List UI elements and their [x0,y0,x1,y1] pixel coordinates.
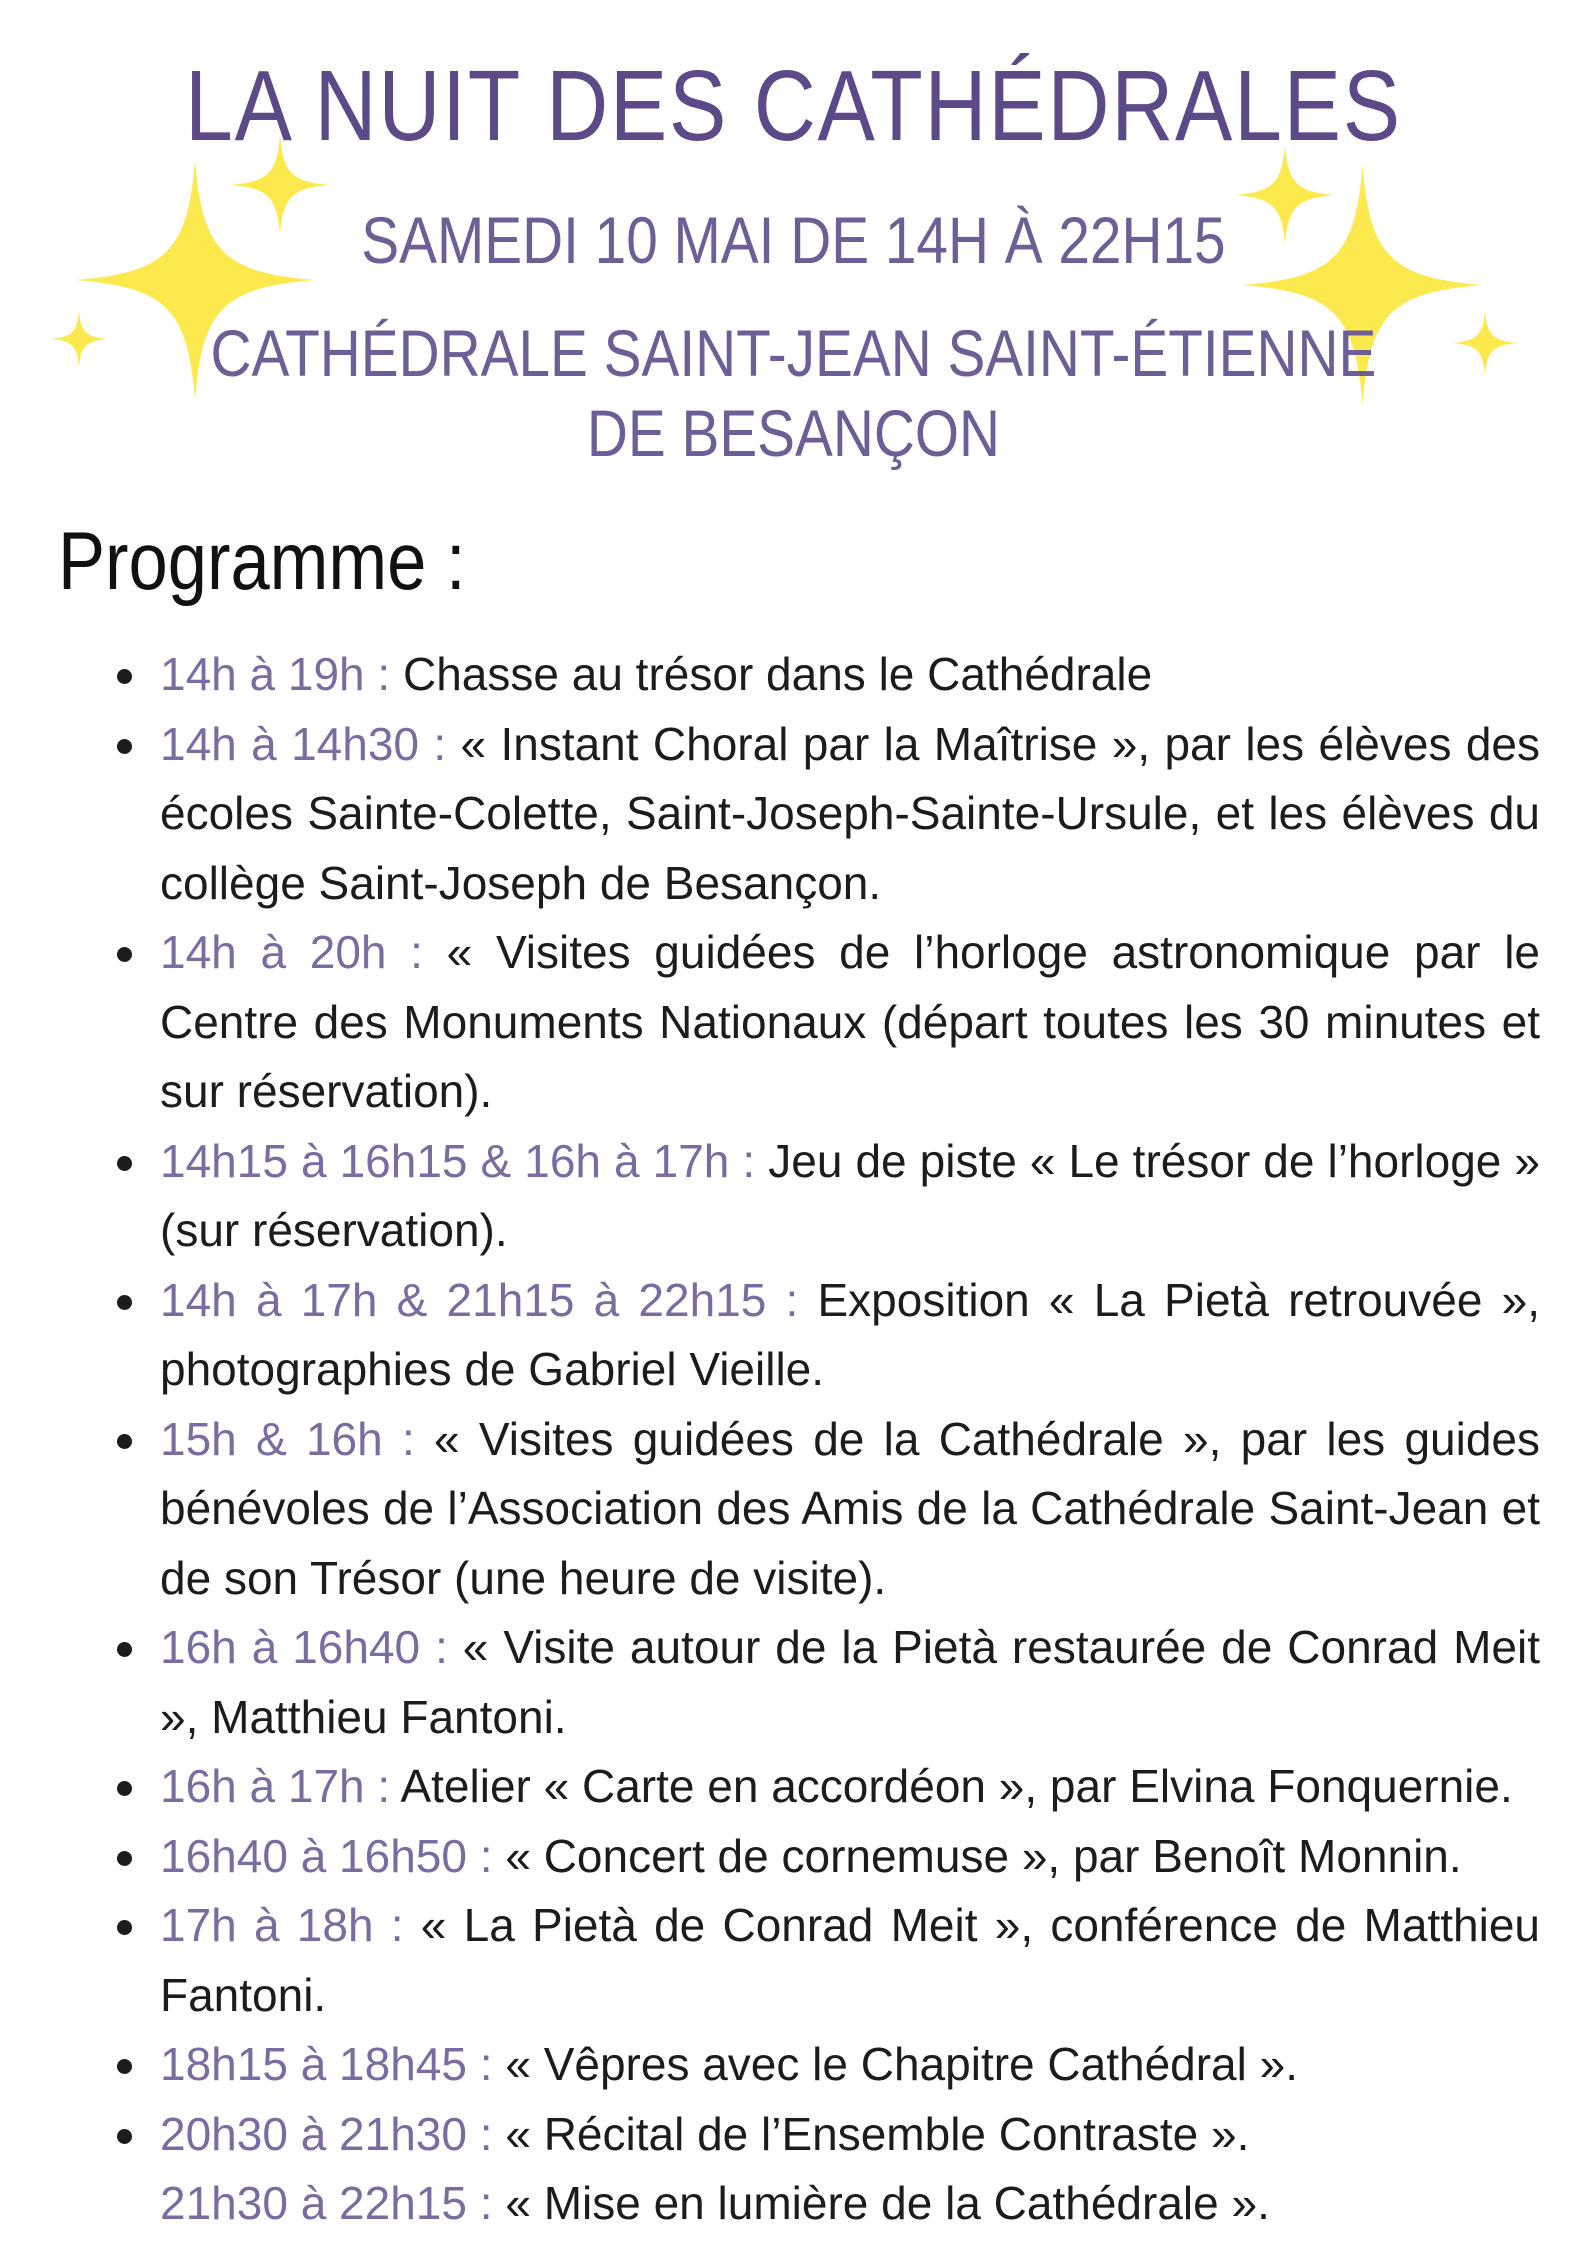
program-item [160,1822,1540,1892]
program-item [160,2100,1540,2170]
program-item-text: Exposition « La Pietà retrouvée », photographies de Gabriel Vieille. [160,1273,1540,1395]
program-item-time: 16h40 à 16h50 : [160,1829,506,1882]
bullet-icon [117,947,132,962]
event-date: SAMEDI 10 MAI DE 14H À 22H15 [361,203,1226,277]
program-item [160,918,1540,1127]
program-item [160,640,1540,710]
program-item-time: 14h à 19h : [160,648,403,700]
bullet-icon [117,1156,132,1171]
program-item [160,710,1540,919]
bullet-icon [117,739,132,754]
venue-line-2: DE BESANÇON [586,396,1001,470]
bullet-icon [117,2059,132,2074]
program-item-text: « Visites guidées de l’horloge astronomique par le Centre des Monuments Nationaux (départ toutes les 30 minutes et sur réservation). [160,926,1541,1117]
program-item-time: 15h & 16h : [160,1412,435,1465]
program-item-text: « La Pietà de Conrad Meit », conférence de Matthieu Fantoni. [160,1899,1540,2021]
program-item-text: « Mise en lumière de la Cathédrale ». [505,2177,1270,2229]
program-item-time: 18h15 à 18h45 : [160,2038,506,2090]
program-item-time: 21h30 à 22h15 : [160,2177,506,2229]
program-item-time: 16h à 16h40 : [160,1621,463,1673]
header [0,0,1587,470]
program-list [160,640,1540,2239]
program-item-text: « Récital de l’Ensemble Contraste ». [505,2107,1250,2160]
bullet-icon [117,1781,132,1796]
program-item [160,1891,1540,2030]
program-item-time: 17h à 18h : [160,1899,421,1951]
program-item-time: 14h à 20h : [160,926,447,978]
program-item-time: 14h15 à 16h15 & 16h à 17h : [160,1134,769,1187]
bullet-icon [117,1920,132,1935]
program-item-text: Jeu de piste « Le trésor de l’horloge » (sur réservation). [160,1134,1541,1256]
program-item [160,1405,1540,1614]
bullet-icon [117,1642,132,1657]
program-item [160,1127,1540,1266]
program-item [160,2030,1540,2100]
bullet-icon [117,2129,132,2144]
program-item-text: Chasse au trésor dans le Cathédrale [402,648,1153,700]
bullet-icon [117,1434,132,1449]
program-item [160,2169,1540,2239]
program-item-time: 14h à 14h30 : [160,717,461,770]
bullet-icon [117,669,132,684]
program-item-text: « Instant Choral par la Maîtrise », par les élèves des écoles Sainte-Colette, Saint-Joseph-Sainte-Ursule, et les élèves du collège Saint-Joseph de Besançon. [160,717,1540,909]
program-item [160,1752,1540,1822]
program-heading: Programme : [58,516,466,607]
program-item-text: « Visites guidées de la Cathédrale », par les guides bénévoles de l’Association des Amis de la Cathédrale Saint-Jean et de son Trésor (une heure de visite). [160,1412,1540,1604]
program-item-text: « Concert de cornemuse », par Benoît Monnin. [505,1829,1462,1882]
program-item [160,1266,1540,1405]
bullet-icon [117,1851,132,1866]
program-item-time: 20h30 à 21h30 : [160,2107,506,2160]
event-venue [111,313,1476,473]
program-item-text: « Vêpres avec le Chapitre Cathédral ». [505,2038,1298,2090]
sparkle-icon-tiny-left [50,310,108,368]
bullet-icon [117,1295,132,1310]
event-title: LA NUIT DES CATHÉDRALES [185,50,1402,162]
program-item-text: Atelier « Carte en accordéon », par Elvina Fonquernie. [400,1760,1513,1812]
program-item [160,1613,1540,1752]
program-item-time: 14h à 17h & 21h15 à 22h15 : [160,1273,818,1326]
program-item-time: 16h à 17h : [160,1760,401,1812]
program-item-text: « Visite autour de la Pietà restaurée de Conrad Meit », Matthieu Fantoni. [160,1621,1541,1743]
venue-line-1: CATHÉDRALE SAINT-JEAN SAINT-ÉTIENNE [210,316,1377,390]
